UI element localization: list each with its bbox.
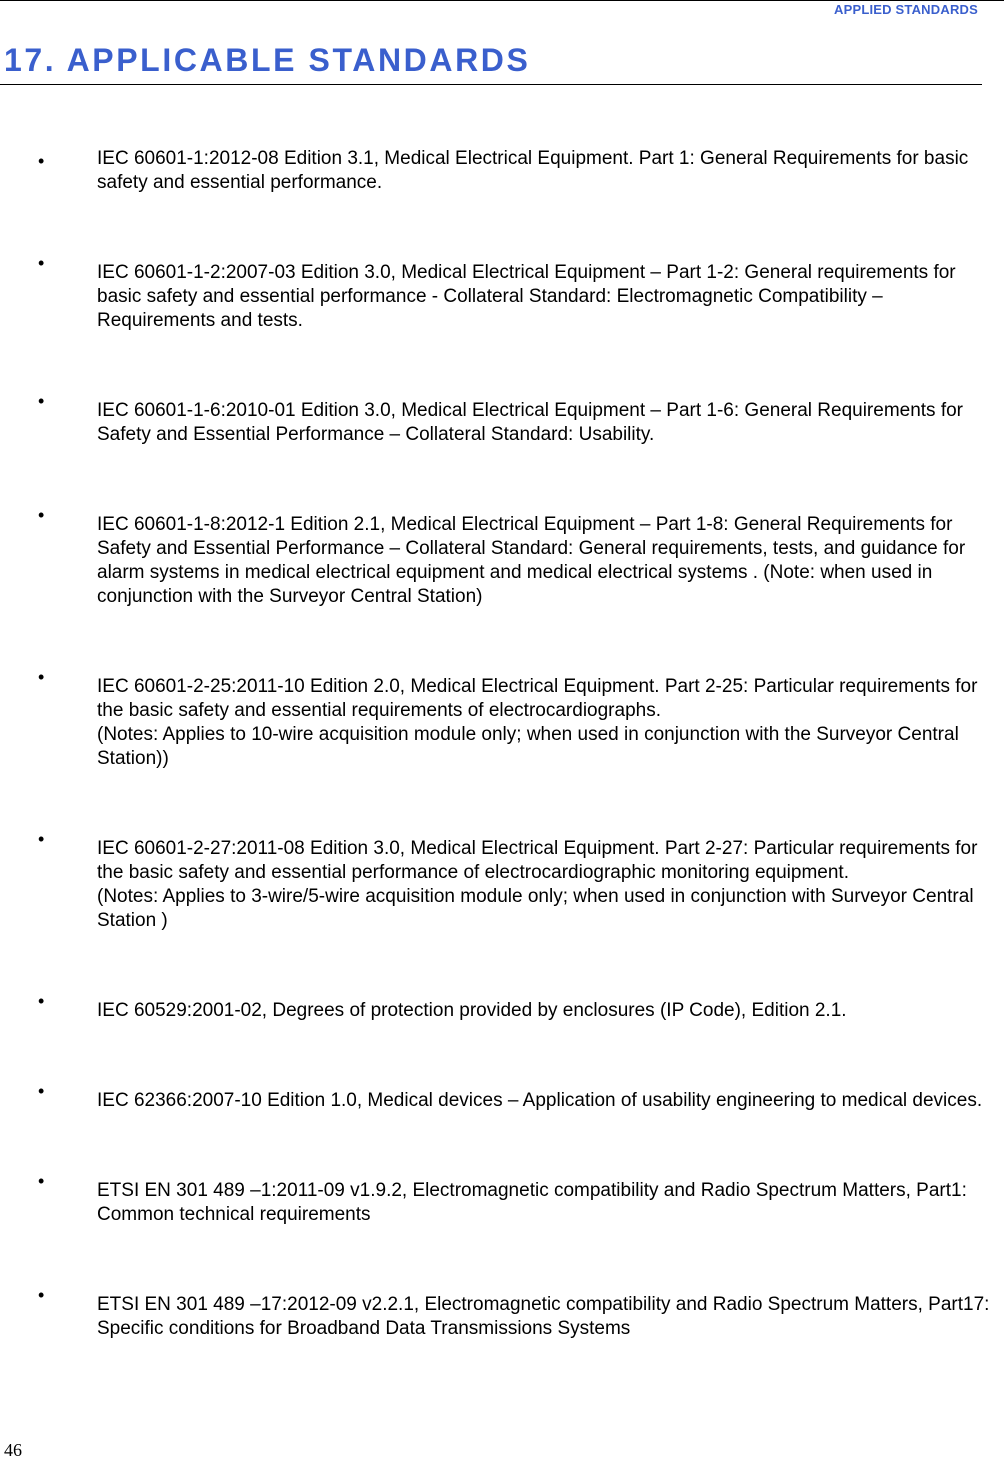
standard-text: IEC 62366:2007-10 Edition 1.0, Medical devices – Application of usability engineering to medical devices. (97, 1090, 983, 1111)
list-item (0, 465, 1004, 609)
standard-text: IEC 60601-1-2:2007-03 Edition 3.0, Medical Electrical Equipment – Part 1-2: General requirements for basic safety and essential performance - Collateral Standard: Electromagnetic Compatibility – Requirements and tests. (97, 262, 956, 331)
bullet-icon: • (38, 1081, 45, 1101)
standard-text: IEC 60601-1-8:2012-1 Edition 2.1, Medical Electrical Equipment – Part 1-8: General Requirements for Safety and Essential Performance – Collateral Standard: General requirements, tests, and guidance for alarm systems in medical electrical equipment and medical electrical systems . (Note: when used in conjunction with the Surveyor Central Station) (97, 514, 966, 607)
bullet-icon: • (38, 253, 45, 273)
bullet-icon: • (38, 1171, 45, 1191)
list-item (0, 627, 1004, 771)
list-item (0, 789, 1004, 933)
bullet-icon: • (38, 391, 45, 411)
bullet-icon: • (38, 151, 45, 171)
bullet-icon: • (38, 1285, 45, 1305)
list-item (0, 147, 1004, 195)
standards-list (0, 147, 1004, 1359)
page-number: 46 (4, 1440, 22, 1460)
standard-text: IEC 60529:2001-02, Degrees of protection provided by enclosures (IP Code), Edition 2.1. (97, 1000, 847, 1021)
running-header: APPLIED STANDARDS (833, 2, 978, 17)
standard-text: ETSI EN 301 489 –17:2012-09 v2.2.1, Electromagnetic compatibility and Radio Spectrum Matters, Part17: Specific conditions for Broadband Data Transmissions Systems (97, 1294, 990, 1339)
bullet-icon: • (38, 505, 45, 525)
bullet-icon: • (38, 829, 45, 849)
bullet-icon: • (38, 991, 45, 1011)
list-item (0, 951, 1004, 1023)
standard-text: ETSI EN 301 489 –1:2011-09 v1.9.2, Electromagnetic compatibility and Radio Spectrum Matters, Part1: Common technical requirements (97, 1180, 967, 1225)
list-item (0, 1245, 1004, 1341)
standard-text: IEC 60601-1:2012-08 Edition 3.1, Medical Electrical Equipment. Part 1: General Requirements for basic safety and essential performance. (97, 148, 969, 193)
bullet-icon: • (38, 667, 45, 687)
title-divider (0, 84, 982, 85)
list-item (0, 351, 1004, 447)
list-item (0, 1131, 1004, 1227)
chapter-title: 17. APPLICABLE STANDARDS (4, 42, 531, 78)
top-rule (0, 0, 1004, 1)
standard-text: IEC 60601-2-25:2011-10 Edition 2.0, Medical Electrical Equipment. Part 2-25: Particular requirements for the basic safety and essential requirements of electrocardiographs. (Notes: Applies to 10-wire acquisition module only; when used in conjunction with the Surveyor Central Station)) (97, 676, 978, 769)
list-item (0, 213, 1004, 333)
list-item (0, 1041, 1004, 1113)
standard-text: IEC 60601-2-27:2011-08 Edition 3.0, Medical Electrical Equipment. Part 2-27: Particular requirements for the basic safety and essential performance of electrocardiographic monitoring equipment. (Notes: Applies to 3-wire/5-wire acquisition module only; when used in conjunction with Surveyor Central Station ) (97, 838, 978, 931)
standard-text: IEC 60601-1-6:2010-01 Edition 3.0, Medical Electrical Equipment – Part 1-6: General Requirements for Safety and Essential Performance – Collateral Standard: Usability. (97, 400, 964, 445)
